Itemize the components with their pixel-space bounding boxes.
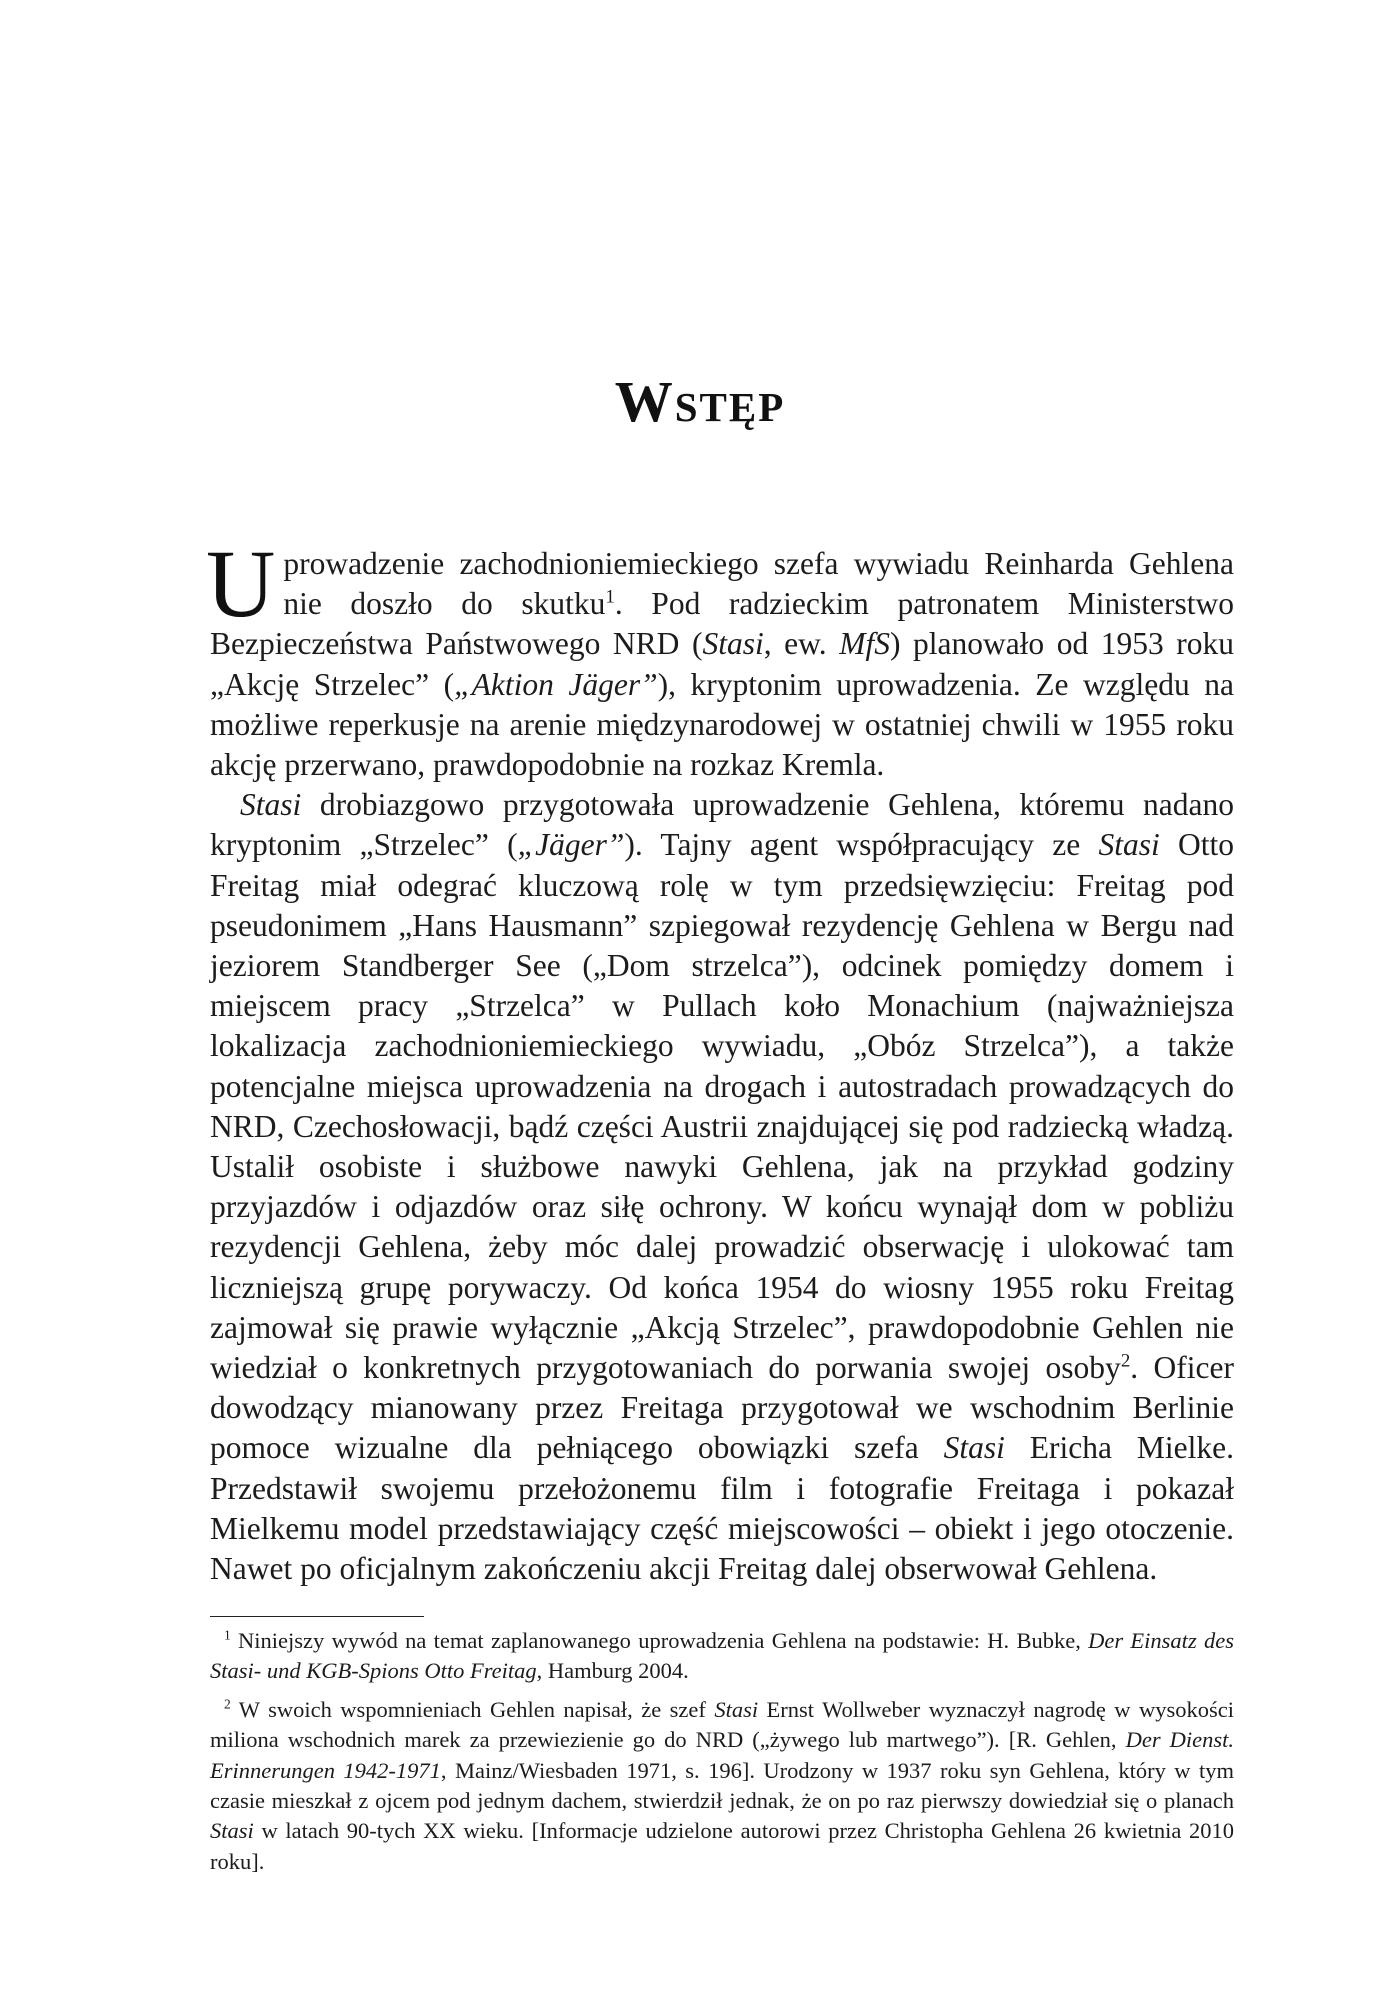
footnote-1 xyxy=(210,1626,1234,1687)
chapter-title: Wstęp xyxy=(614,369,786,434)
footnote-ref-1: 1 xyxy=(605,586,615,608)
main-text xyxy=(206,530,1235,1589)
paragraph-text: drobiazgowo przygotowała uprowadzenie Gehlena, któremu nadano kryptonim „Strzelec” ( xyxy=(210,787,1234,863)
paragraph-text: , ew. xyxy=(763,626,840,662)
footnote-number: 1 xyxy=(224,1627,231,1643)
footnote-text: Niniejszy wywód na temat zaplanowanego uprowadzenia Gehlena na podstawie: H. Bubke, xyxy=(230,1628,1089,1653)
footnote-text: W swoich wspomnieniach Gehlen napisał, że szef xyxy=(230,1696,715,1722)
footnote-italic-term: Stasi xyxy=(210,1818,254,1844)
paragraph-text: ) planowało od 1953 roku „Akcję Strzelec” ( xyxy=(210,626,1234,702)
paragraph-2 xyxy=(210,785,1234,1589)
italic-term: Stasi xyxy=(240,787,302,823)
paragraph-text: . Oficer dowodzący mianowany przez Freitaga przygotował we wschodnim Berlinie pomoce wizualne dla pełniącego obowiązki szefa xyxy=(210,1350,1234,1466)
italic-term: „Aktion Jäger” xyxy=(454,666,658,702)
footnote-italic-title: Der Einsatz des Stasi- und KGB-Spions Otto Freitag xyxy=(210,1628,1234,1684)
italic-term: Stasi xyxy=(943,1430,1005,1466)
footnote-text: w latach 90-tych XX wieku. [Informacje udzielone autorowi przez Christopha Gehlena 26 kwietnia 2010 roku]. xyxy=(210,1818,1234,1874)
footnote-text: , Hamburg 2004. xyxy=(536,1658,689,1684)
paragraph-1 xyxy=(206,530,1234,785)
paragraph-text: ). Tajny agent współpracujący ze xyxy=(624,827,1099,863)
footnotes xyxy=(210,1626,1234,1885)
footnote-divider xyxy=(210,1616,424,1617)
italic-term: Stasi xyxy=(1098,827,1160,863)
italic-term: „Jäger” xyxy=(517,827,625,863)
paragraph-text: prowadzenie zachodnioniemieckiego szefa wywiadu Reinharda Gehlena nie doszło do skutku xyxy=(283,546,1234,622)
paragraph-text: ), kryptonim uprowadzenia. Ze względu na możliwe reperkusje na arenie międzynarodowej w ostatniej chwili w 1955 roku akcję przerwano, prawdopodobnie na rozkaz Kremla. xyxy=(210,666,1234,783)
footnote-text: Ernst Wollweber wyznaczył nagrodę w wysokości miliona wschodnich marek za przewiezienie go do NRD („żywego lub martwego”). [R. Gehlen, xyxy=(210,1696,1234,1753)
paragraph-text: Otto Freitag miał odegrać kluczową rolę w tym przedsięwzięciu: Freitag pod pseudonimem „Hans Hausmann” szpiegował rezydencję Gehlena w Bergu nad jeziorem Standberger See („Dom strzelca”), odcinek pomiędzy domem i miejscem pracy „Strzelca” w Pullach koło Monachium (najważniejsza lokalizacja zachodnioniemieckiego wywiadu, „Obóz Strzelca”), a także potencjalne miejsca uprowadzenia na drogach i autostradach prowadzących do NRD, Czechosłowacji, bądź części Austrii znajdującej się pod radziecką władzą. Ustalił osobiste i służbowe nawyki Gehlena, jak na przykład godziny przyjazdów i odjazdów oraz siłę ochrony. W końcu wynajął dom w pobliżu rezydencji Gehlena, żeby móc dalej prowadzić obserwację i ulokować tam liczniejszą grupę porywaczy. Od końca 1954 do wiosny 1955 roku Freitag zajmował się prawie wyłącznie „Akcją Strzelec”, prawdopodobnie Gehlen nie wiedział o konkretnych przygotowaniach do porwania swojej osoby xyxy=(210,827,1234,1386)
footnote-text: , Mainz/Wiesbaden 1971, s. 196]. Urodzony w 1937 roku syn Gehlena, który w tym czasie mieszkał z ojcem pod jednym dachem, stwierdził jednak, że on po raz pierwszy dowiedział się o planach xyxy=(210,1757,1234,1814)
footnote-italic-title: Der Dienst. Erinnerungen 1942-1971 xyxy=(210,1727,1234,1783)
footnote-ref-2: 2 xyxy=(1120,1350,1131,1372)
footnote-number: 2 xyxy=(224,1696,231,1712)
paragraph-text: . Pod radzieckim patronatem Ministerstwo Bezpieczeństwa Państwowego NRD ( xyxy=(210,586,1234,662)
italic-term: Stasi xyxy=(702,626,764,662)
drop-cap: U xyxy=(206,530,276,637)
footnote-2 xyxy=(210,1695,1234,1877)
italic-term: MfS xyxy=(839,626,890,662)
paragraph-text: Ericha Mielke. Przedstawił swojemu przełożonemu film i fotografie Freitaga i pokazał Mielkemu model przedstawiający część miejscowości – obiekt i jego otoczenie. Nawet po oficjalnym zakończeniu akcji Freitag dalej obserwował Gehlena. xyxy=(210,1430,1235,1587)
footnote-italic-term: Stasi xyxy=(714,1696,759,1722)
